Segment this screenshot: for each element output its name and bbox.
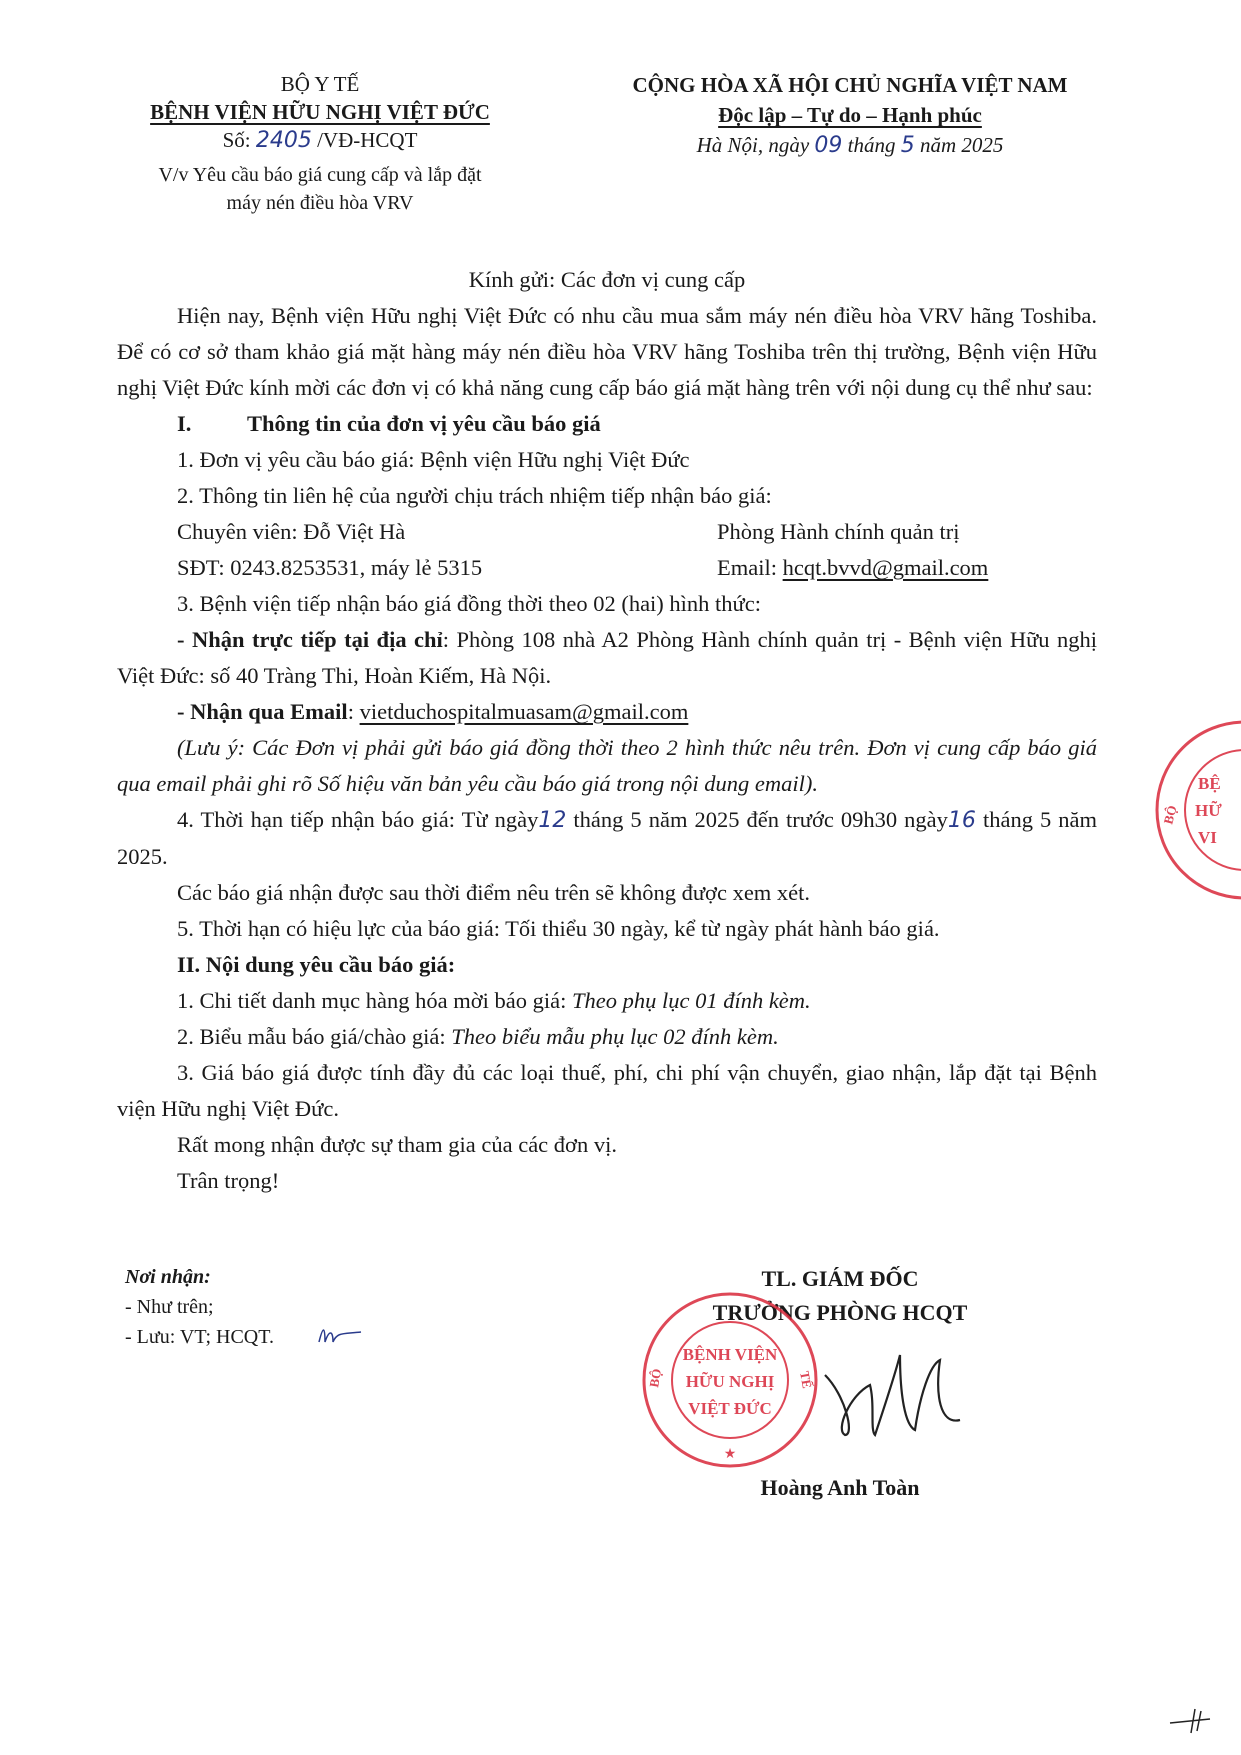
national-header: [580, 70, 1120, 161]
letter-body: [117, 262, 1097, 1199]
partial-stamp-arc: BỘ: [1160, 803, 1180, 826]
contact-email-link[interactable]: hcqt.bvvd@gmail.com: [782, 555, 989, 580]
section-1-heading: I. Thông tin của đơn vị yêu cầu báo giá: [177, 411, 601, 436]
stamp-line-2: HỮU NGHỊ: [685, 1372, 775, 1391]
handwritten-start-day: 12: [538, 808, 567, 833]
item-1: 1. Đơn vị yêu cầu báo giá: Bệnh viện Hữu nghị Việt Đức: [177, 447, 690, 472]
ministry-name: BỘ Y TẾ: [280, 72, 360, 96]
stamp-left-arc: BỘ: [646, 1367, 665, 1389]
place-date: Hà Nội, ngày 09 tháng 5 năm 2025: [696, 133, 1004, 158]
handwritten-day: 09: [814, 133, 843, 158]
email-submission: - Nhận qua Email: vietduchospitalmuasam@gmail.com: [177, 699, 689, 724]
sec2-item-3: 3. Giá báo giá được tính đầy đủ các loại thuế, phí, chi phí vận chuyển, giao nhận, lắp đặt tại Bệnh viện Hữu nghị Việt Đức.: [117, 1060, 1097, 1121]
contact-phone: SĐT: 0243.8253531, máy lẻ 5315: [177, 555, 483, 580]
stamp-line-3: VIỆT ĐỨC: [688, 1399, 772, 1418]
recipient-line-1: - Như trên;: [125, 1296, 214, 1318]
recipients-label: Nơi nhận:: [125, 1266, 211, 1288]
hospital-name: BỆNH VIỆN HỮU NGHỊ VIỆT ĐỨC: [150, 100, 490, 124]
contact-email-block: Email: hcqt.bvvd@gmail.com: [717, 555, 989, 580]
contact-name: Chuyên viên: Đỗ Việt Hà: [177, 519, 406, 544]
contact-row-2: [117, 550, 1097, 586]
country-name: CỘNG HÒA XÃ HỘI CHỦ NGHĨA VIỆT NAM: [632, 73, 1068, 97]
handwritten-end-day: 16: [947, 808, 976, 833]
initials-signature: [315, 1320, 365, 1350]
sec2-item-2: 2. Biểu mẫu báo giá/chào giá: Theo biểu mẫu phụ lục 02 đính kèm.: [177, 1024, 779, 1049]
section-2-heading: II. Nội dung yêu cầu báo giá:: [177, 952, 456, 977]
recipient-line-2: - Lưu: VT; HCQT.: [125, 1326, 274, 1348]
late-note: Các báo giá nhận được sau thời điểm nêu trên sẽ không được xem xét.: [177, 880, 811, 905]
closing-line-2: Trân trọng!: [177, 1168, 280, 1193]
handwritten-month: 5: [900, 133, 915, 158]
salutation: Kính gửi: Các đơn vị cung cấp: [468, 267, 746, 292]
partial-stamp-line-3: VI: [1198, 828, 1217, 847]
item-3: 3. Bệnh viện tiếp nhận báo giá đồng thời theo 02 (hai) hình thức:: [177, 591, 761, 616]
partial-stamp-line-2: HỮ: [1195, 801, 1222, 820]
stamp-line-1: BỆNH VIỆN: [682, 1345, 778, 1364]
closing-line-1: Rất mong nhận được sự tham gia của các đơn vị.: [177, 1132, 617, 1157]
item-5: 5. Thời hạn có hiệu lực của báo giá: Tối thiểu 30 ngày, kể từ ngày phát hành báo giá.: [177, 916, 940, 941]
intro-paragraph: Hiện nay, Bệnh viện Hữu nghị Việt Đức có nhu cầu mua sắm máy nén điều hòa VRV hãng Toshiba. Để có cơ sở tham khảo giá mặt hàng máy nén điều hòa VRV hãng Toshiba trên thị trường, Bệnh viện Hữu nghị Việt Đức kính mời các đơn vị có khả năng cung cấp báo giá mặt hàng trên với nội dung cụ thể như sau:: [117, 303, 1097, 400]
item-4: 4. Thời hạn tiếp nhận báo giá: Từ ngày12 tháng 5 năm 2025 đến trước 09h30 ngày16 tháng 5 năm 2025.: [117, 807, 1098, 869]
stamp-star: ★: [723, 1447, 737, 1462]
national-motto: Độc lập – Tự do – Hạnh phúc: [718, 103, 982, 127]
document-number: Số: 2405 /VĐ-HCQT: [222, 128, 418, 153]
contact-department: Phòng Hành chính quản trị: [717, 519, 960, 544]
email-label: - Nhận qua Email: [177, 699, 348, 724]
page-corner-mark: [1165, 1705, 1215, 1735]
signer-name: Hoàng Anh Toàn: [760, 1475, 920, 1500]
submission-email-link[interactable]: vietduchospitalmuasam@gmail.com: [359, 699, 689, 724]
contact-row-1: [117, 514, 1097, 550]
sec2-item-1: 1. Chi tiết danh mục hàng hóa mời báo giá: Theo phụ lục 01 đính kèm.: [177, 988, 811, 1013]
item-2: 2. Thông tin liên hệ của người chịu trách nhiệm tiếp nhận báo giá:: [177, 483, 772, 508]
signature-title-2: TRƯỞNG PHÒNG HCQT: [712, 1300, 968, 1325]
issuer-header: [100, 70, 540, 217]
partial-stamp: [1150, 715, 1241, 905]
stamp-right-arc: TẾ: [797, 1369, 815, 1390]
partial-stamp-line-1: BỆ: [1198, 774, 1221, 793]
submission-note: (Lưu ý: Các Đơn vị phải gửi báo giá đồng thời theo 2 hình thức nêu trên. Đơn vị cung cấp báo giá qua email phải ghi rõ Số hiệu văn bản yêu cầu báo giá trong nội dung email).: [117, 735, 1097, 796]
document-subject: V/v Yêu cầu báo giá cung cấp và lắp đặt máy nén điều hòa VRV: [158, 164, 482, 214]
recipients-block: [125, 1262, 274, 1352]
direct-label: - Nhận trực tiếp tại địa chỉ: [177, 627, 443, 652]
director-signature: [815, 1335, 975, 1445]
signature-title-1: TL. GIÁM ĐỐC: [761, 1266, 919, 1291]
hospital-stamp: [640, 1290, 820, 1470]
handwritten-number: 2405: [255, 128, 312, 153]
direct-submission: - Nhận trực tiếp tại địa chỉ: Phòng 108 nhà A2 Phòng Hành chính quản trị - Bệnh viện Hữu nghị Việt Đức: số 40 Tràng Thi, Hoàn Kiếm, Hà Nội.: [117, 627, 1097, 688]
